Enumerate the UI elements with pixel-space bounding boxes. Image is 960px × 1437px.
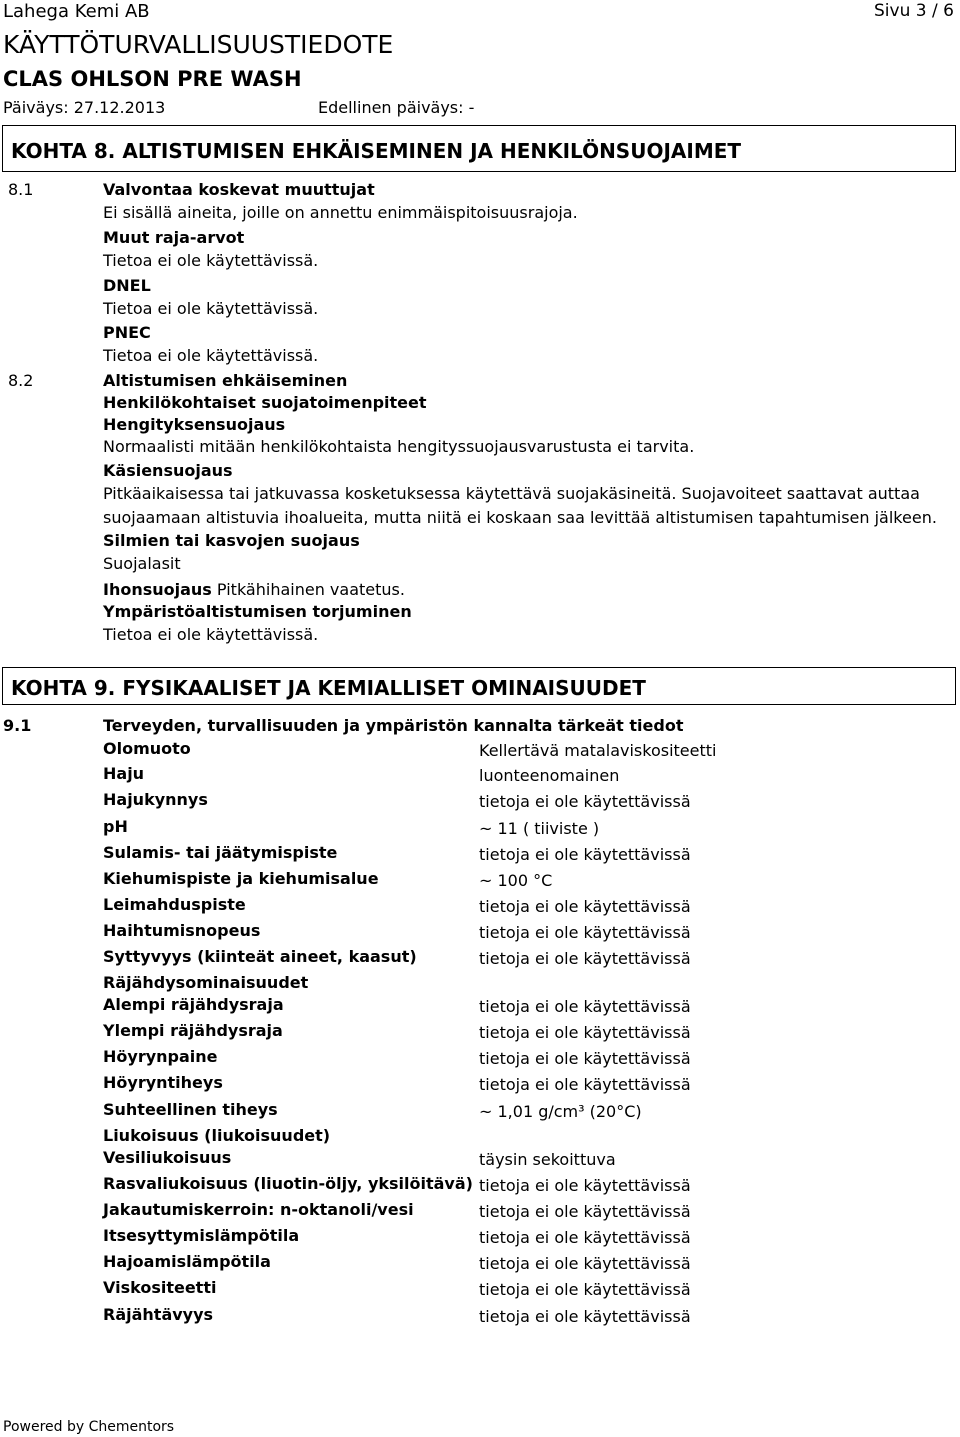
property-value: tietoja ei ole käytettävissä — [479, 845, 691, 864]
property-label: Kiehumispiste ja kiehumisalue — [103, 869, 379, 888]
s81-number: 8.1 — [8, 180, 34, 199]
property-label: Jakautumiskerroin: n-oktanoli/vesi — [103, 1200, 414, 1219]
property-label: Höyrynpaine — [103, 1047, 218, 1066]
property-label: Ylempi räjähdysraja — [103, 1021, 283, 1040]
property-label: Alempi räjähdysraja — [103, 995, 284, 1014]
property-value: täysin sekoittuva — [479, 1150, 616, 1169]
property-value: tietoja ei ole käytettävissä — [479, 923, 691, 942]
section-8-header — [2, 125, 956, 172]
s91-title: Terveyden, turvallisuuden ja ympäristön kannalta tärkeät tiedot — [103, 716, 684, 735]
property-value: tietoja ei ole käytettävissä — [479, 1049, 691, 1068]
skin-protection-text: Pitkähihainen vaatetus. — [216, 580, 405, 599]
eye-protection-label: Silmien tai kasvojen suojaus — [103, 531, 360, 550]
property-value: luonteenomainen — [479, 766, 620, 785]
footer-powered-by: Powered by Chementors — [3, 1419, 175, 1435]
property-value: tietoja ei ole käytettävissä — [479, 792, 691, 811]
hand-protection-text-1: Pitkäaikaisessa tai jatkuvassa kosketuksessa käytettävä suojakäsineitä. Suojavoiteet saattavat auttaa — [103, 484, 920, 503]
personal-protection-label: Henkilökohtaiset suojatoimenpiteet — [103, 393, 427, 412]
property-value: Kellertävä matalaviskositeetti — [479, 741, 717, 760]
previous-date: Edellinen päiväys: - — [318, 98, 475, 117]
property-value: tietoja ei ole käytettävissä — [479, 1228, 691, 1247]
property-value: tietoja ei ole käytettävissä — [479, 1254, 691, 1273]
dnel-text: Tietoa ei ole käytettävissä. — [103, 299, 319, 318]
environmental-exposure-text: Tietoa ei ole käytettävissä. — [103, 625, 319, 644]
section-9-header — [2, 667, 956, 705]
property-label: Rasvaliukoisuus (liuotin-öljy, yksilöitävä) — [103, 1174, 473, 1193]
property-value: tietoja ei ole käytettävissä — [479, 997, 691, 1016]
property-label: Hajukynnys — [103, 790, 208, 809]
property-label: Höyryntiheys — [103, 1073, 223, 1092]
pnec-label: PNEC — [103, 323, 151, 342]
respiratory-text: Normaalisti mitään henkilökohtaista hengityssuojausvarustusta ei tarvita. — [103, 437, 695, 456]
document-title: KÄYTTÖTURVALLISUUSTIEDOTE — [3, 30, 394, 59]
eye-protection-text: Suojalasit — [103, 554, 181, 573]
property-value: tietoja ei ole käytettävissä — [479, 1023, 691, 1042]
property-label: pH — [103, 817, 128, 836]
skin-protection — [103, 580, 405, 599]
dnel-label: DNEL — [103, 276, 151, 295]
property-value: ~ 1,01 g/cm³ (20°C) — [479, 1102, 642, 1121]
s91-number: 9.1 — [3, 716, 32, 735]
property-value: tietoja ei ole käytettävissä — [479, 897, 691, 916]
s81-title: Valvontaa koskevat muuttujat — [103, 180, 375, 199]
property-value: tietoja ei ole käytettävissä — [479, 1075, 691, 1094]
property-label: Haju — [103, 764, 145, 783]
property-value: tietoja ei ole käytettävissä — [479, 949, 691, 968]
s81-text: Ei sisällä aineita, joille on annettu enimmäispitoisuusrajoja. — [103, 203, 578, 222]
hand-protection-text-2: suojaamaan altistuvia ihoalueita, mutta niitä ei koskaan saa levittää altistumisen tapahtumisen jälkeen. — [103, 508, 937, 527]
property-label: Itsesyttymislämpötila — [103, 1226, 300, 1245]
skin-protection-label: Ihonsuojaus — [103, 580, 212, 599]
page-number: Sivu 3 / 6 — [874, 1, 954, 21]
property-label: Hajoamislämpötila — [103, 1252, 271, 1271]
s82-title: Altistumisen ehkäiseminen — [103, 371, 348, 390]
property-value: tietoja ei ole käytettävissä — [479, 1307, 691, 1326]
product-name: CLAS OHLSON PRE WASH — [3, 67, 302, 91]
property-label: Olomuoto — [103, 739, 191, 758]
date: Päiväys: 27.12.2013 — [3, 98, 166, 117]
muut-text: Tietoa ei ole käytettävissä. — [103, 251, 319, 270]
property-value: ~ 11 ( tiiviste ) — [479, 819, 600, 838]
pnec-text: Tietoa ei ole käytettävissä. — [103, 346, 319, 365]
environmental-exposure-label: Ympäristöaltistumisen torjuminen — [103, 602, 412, 621]
s82-number: 8.2 — [8, 371, 34, 390]
property-value: tietoja ei ole käytettävissä — [479, 1202, 691, 1221]
respiratory-label: Hengityksensuojaus — [103, 415, 286, 434]
property-label: Leimahduspiste — [103, 895, 246, 914]
property-label: Suhteellinen tiheys — [103, 1100, 278, 1119]
hand-protection-label: Käsiensuojaus — [103, 461, 233, 480]
property-label: Räjähtävyys — [103, 1305, 214, 1324]
section-8-title: KOHTA 8. ALTISTUMISEN EHKÄISEMINEN JA HENKILÖNSUOJAIMET — [11, 139, 742, 163]
property-label: Räjähdysominaisuudet — [103, 973, 309, 992]
property-label: Liukoisuus (liukoisuudet) — [103, 1126, 331, 1145]
property-label: Vesiliukoisuus — [103, 1148, 232, 1167]
property-label: Haihtumisnopeus — [103, 921, 261, 940]
property-label: Viskositeetti — [103, 1278, 217, 1297]
section-9-title: KOHTA 9. FYSIKAALISET JA KEMIALLISET OMINAISUUDET — [11, 676, 646, 700]
property-value: ~ 100 °C — [479, 871, 553, 890]
property-label: Syttyvyys (kiinteät aineet, kaasut) — [103, 947, 417, 966]
muut-label: Muut raja-arvot — [103, 228, 245, 247]
property-value: tietoja ei ole käytettävissä — [479, 1176, 691, 1195]
property-label: Sulamis- tai jäätymispiste — [103, 843, 338, 862]
company-name: Lahega Kemi AB — [3, 1, 150, 22]
property-value: tietoja ei ole käytettävissä — [479, 1280, 691, 1299]
